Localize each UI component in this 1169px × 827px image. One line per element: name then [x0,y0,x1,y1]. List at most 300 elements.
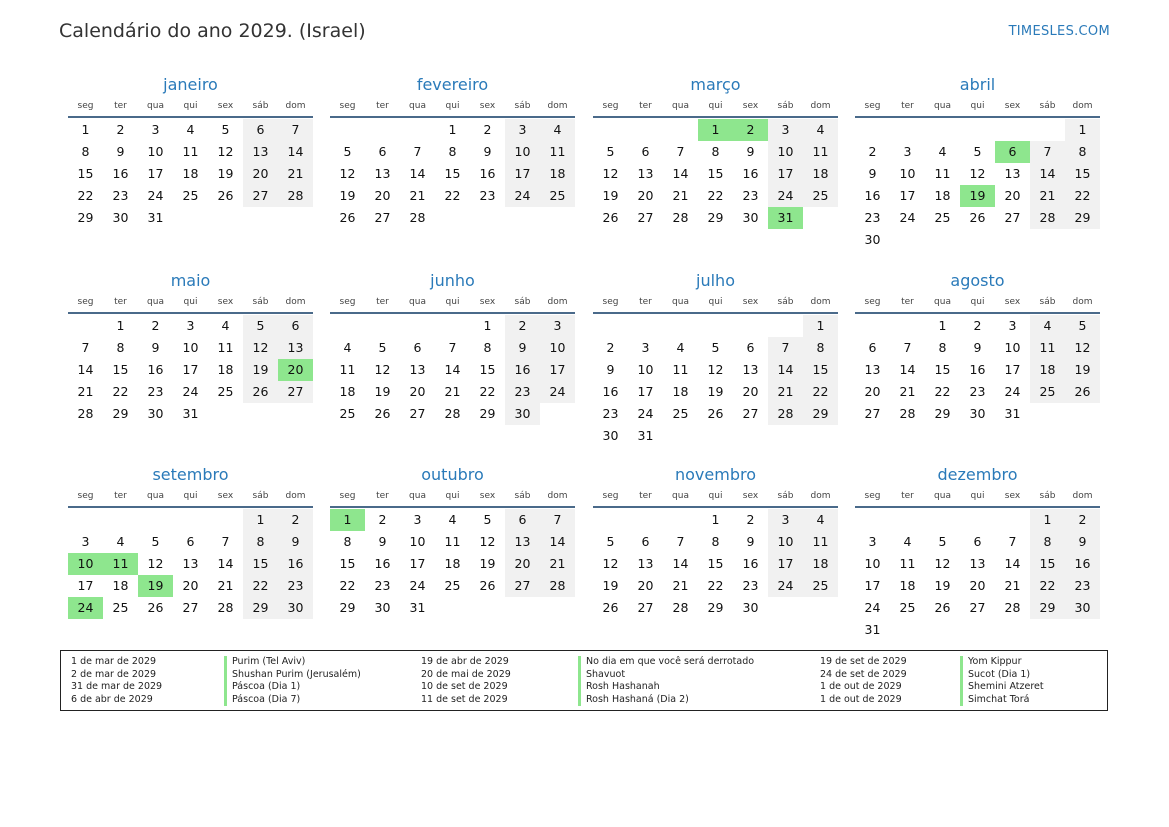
weekday-label: sáb [252,297,269,307]
empty-day-cell [628,315,663,337]
day-cell: 5 [151,534,160,549]
weekday-label: sáb [777,297,794,307]
empty-day-cell [593,509,628,531]
day-cell: 14 [217,556,234,571]
weekday-label: qua [409,297,426,307]
day-cell: 13 [1004,166,1021,181]
day-cell: 10 [899,166,916,181]
day-cell: 18 [339,384,356,399]
month-block [593,461,838,619]
empty-day-cell [628,509,663,531]
day-cell: 14 [278,141,313,163]
empty-day-cell [960,509,995,531]
weekday-header [593,99,838,118]
day-cell: 30 [969,406,986,421]
day-cell: 18 [217,362,234,377]
day-cell: 16 [602,384,619,399]
weekday-header [593,489,838,508]
day-cell: 19 [602,188,619,203]
weekday-label: qui [183,491,198,501]
day-cell: 14 [768,359,803,381]
holiday-day-cell: 11 [103,553,138,575]
day-cell: 13 [505,531,540,553]
day-cell: 21 [768,381,803,403]
weekday-label: ter [901,297,914,307]
day-cell: 17 [505,163,540,185]
day-cell: 20 [637,188,654,203]
day-cell: 25 [672,406,689,421]
day-cell: 19 [479,556,496,571]
holiday-day-cell: 24 [68,597,103,619]
empty-day-cell [68,509,103,531]
day-cell: 30 [374,600,391,615]
day-cell: 13 [969,556,986,571]
day-cell: 3 [186,318,195,333]
day-cell: 4 [938,144,947,159]
weekday-label: dom [810,491,831,501]
day-cell: 5 [606,144,615,159]
day-cell: 8 [711,144,720,159]
empty-day-cell [365,315,400,337]
weekday-header [855,489,1100,508]
day-cell: 16 [479,166,496,181]
brand-logo[interactable]: TIMESLES.COM [1008,24,1110,39]
day-cell: 20 [182,578,199,593]
holiday-day-cell: 31 [768,207,803,229]
day-cell: 17 [540,359,575,381]
month-name: agosto [950,271,1005,290]
day-cell: 3 [151,122,160,137]
day-cell: 22 [77,188,94,203]
day-cell: 24 [768,185,803,207]
empty-day-cell [400,119,435,141]
day-cell: 27 [182,600,199,615]
day-cell: 19 [602,578,619,593]
day-cell: 26 [602,600,619,615]
empty-day-cell [995,509,1030,531]
day-cell: 5 [711,340,720,355]
day-cell: 23 [505,381,540,403]
legend-holiday-name: Sucot (Dia 1) [968,668,1031,680]
day-cell: 16 [374,556,391,571]
weekday-label: seg [339,297,356,307]
day-cell: 17 [409,556,426,571]
weekday-label: seg [339,491,356,501]
weekday-label: qua [409,101,426,111]
day-cell: 20 [637,578,654,593]
day-cell: 20 [864,384,881,399]
month-name: março [690,75,741,94]
month-name: julho [696,271,735,290]
weekday-label: sáb [1039,297,1056,307]
weekday-header [68,489,313,508]
day-cell: 20 [505,553,540,575]
day-cell: 12 [602,166,619,181]
days-grid [330,119,575,229]
day-cell: 8 [711,534,720,549]
holiday-day-cell: 19 [960,185,995,207]
weekday-label: seg [77,101,94,111]
day-cell: 20 [742,384,759,399]
day-cell: 5 [973,144,982,159]
legend-date: 31 de mar de 2029 [71,681,163,693]
month-name: fevereiro [416,75,489,94]
day-cell: 18 [112,578,129,593]
day-cell: 15 [803,359,838,381]
day-cell: 9 [746,534,755,549]
day-cell: 9 [378,534,387,549]
day-cell: 9 [868,166,877,181]
day-cell: 21 [217,578,234,593]
day-cell: 20 [409,384,426,399]
empty-day-cell [103,509,138,531]
weekday-label: sex [217,297,234,307]
weekday-label: ter [901,101,914,111]
day-cell: 2 [973,318,982,333]
day-cell: 25 [217,384,234,399]
day-cell: 8 [1065,141,1100,163]
day-cell: 19 [374,384,391,399]
day-cell: 10 [768,141,803,163]
day-cell: 19 [339,188,356,203]
empty-day-cell [890,315,925,337]
legend-holiday-name: Páscoa (Dia 1) [232,681,301,693]
weekday-label: dom [285,491,306,501]
empty-day-cell [855,119,890,141]
weekday-label: qua [147,297,164,307]
day-cell: 31 [409,600,426,615]
day-cell: 11 [899,556,916,571]
day-cell: 5 [343,144,352,159]
day-cell: 30 [864,232,881,247]
day-cell: 3 [413,512,422,527]
day-cell: 7 [448,340,457,355]
day-cell: 5 [1065,315,1100,337]
day-cell: 3 [505,119,540,141]
day-cell: 9 [505,337,540,359]
day-cell: 17 [182,362,199,377]
legend-date: 19 de set de 2029 [820,656,907,667]
day-cell: 1 [81,122,90,137]
day-cell: 15 [479,362,496,377]
day-cell: 21 [540,553,575,575]
day-cell: 24 [768,575,803,597]
empty-day-cell [663,315,698,337]
day-cell: 6 [186,534,195,549]
day-cell: 15 [1030,553,1065,575]
empty-day-cell [768,315,803,337]
day-cell: 24 [505,185,540,207]
day-cell: 29 [1030,597,1065,619]
page-title: Calendário do ano 2029. (Israel) [59,20,366,42]
weekday-label: seg [864,297,881,307]
day-cell: 5 [221,122,230,137]
day-cell: 15 [243,553,278,575]
weekday-label: ter [376,491,389,501]
weekday-label: sex [479,101,496,111]
day-cell: 17 [77,578,94,593]
legend-names-col-2 [578,656,754,706]
weekday-label: sáb [777,491,794,501]
day-cell: 26 [147,600,164,615]
day-cell: 23 [374,578,391,593]
empty-day-cell [995,119,1030,141]
day-cell: 17 [637,384,654,399]
legend-dates-col-2 [421,656,511,706]
day-cell: 24 [540,381,575,403]
day-cell: 12 [479,534,496,549]
day-cell: 11 [339,362,356,377]
day-cell: 12 [147,556,164,571]
day-cell: 15 [112,362,129,377]
day-cell: 2 [278,509,313,531]
legend-date: 1 de out de 2029 [820,693,902,705]
day-cell: 21 [409,188,426,203]
empty-day-cell [855,509,890,531]
day-cell: 7 [81,340,90,355]
day-cell: 19 [217,166,234,181]
weekday-label: qua [934,491,951,501]
day-cell: 9 [606,362,615,377]
day-cell: 6 [973,534,982,549]
empty-day-cell [400,315,435,337]
day-cell: 31 [637,428,654,443]
days-grid [68,509,313,619]
day-cell: 22 [1030,575,1065,597]
day-cell: 4 [1030,315,1065,337]
day-cell: 21 [77,384,94,399]
day-cell: 25 [339,406,356,421]
day-cell: 10 [637,362,654,377]
day-cell: 20 [969,578,986,593]
weekday-label: sex [742,491,759,501]
day-cell: 9 [973,340,982,355]
weekday-label: qua [672,101,689,111]
day-cell: 23 [479,188,496,203]
day-cell: 7 [768,337,803,359]
day-cell: 13 [409,362,426,377]
weekday-label: dom [1072,297,1093,307]
month-name: janeiro [163,75,218,94]
day-cell: 1 [483,318,492,333]
day-cell: 7 [1030,141,1065,163]
days-grid [68,119,313,229]
empty-day-cell [663,509,698,531]
day-cell: 10 [409,534,426,549]
month-block [330,267,575,425]
day-cell: 25 [540,185,575,207]
day-cell: 9 [278,531,313,553]
day-cell: 23 [742,578,759,593]
day-cell: 21 [672,188,689,203]
day-cell: 24 [1004,384,1021,399]
day-cell: 27 [409,406,426,421]
day-cell: 18 [444,556,461,571]
empty-day-cell [330,119,365,141]
day-cell: 18 [803,553,838,575]
day-cell: 17 [768,553,803,575]
weekday-label: qua [147,101,164,111]
day-cell: 24 [637,406,654,421]
weekday-label: qua [672,297,689,307]
day-cell: 22 [707,578,724,593]
legend-date: 20 de mai de 2029 [421,668,511,680]
day-cell: 21 [278,163,313,185]
day-cell: 9 [1065,531,1100,553]
weekday-label: sáb [514,491,531,501]
empty-day-cell [925,119,960,141]
weekday-label: qui [708,297,723,307]
day-cell: 10 [768,531,803,553]
holiday-day-cell: 19 [138,575,173,597]
month-name: dezembro [937,465,1018,484]
day-cell: 23 [278,575,313,597]
empty-day-cell [68,315,103,337]
day-cell: 7 [413,144,422,159]
weekday-label: seg [602,297,619,307]
weekday-label: dom [1072,101,1093,111]
day-cell: 21 [899,384,916,399]
weekday-label: sáb [252,491,269,501]
weekday-label: dom [547,297,568,307]
day-cell: 11 [217,340,234,355]
empty-day-cell [1030,119,1065,141]
day-cell: 12 [374,362,391,377]
day-cell: 28 [768,403,803,425]
day-cell: 12 [217,144,234,159]
day-cell: 22 [444,188,461,203]
day-cell: 6 [868,340,877,355]
day-cell: 2 [606,340,615,355]
day-cell: 2 [116,122,125,137]
day-cell: 21 [672,578,689,593]
weekday-label: qua [147,491,164,501]
weekday-label: qui [970,297,985,307]
month-block [68,461,313,619]
holiday-day-cell: 20 [278,359,313,381]
weekday-label: ter [639,101,652,111]
day-cell: 16 [1065,553,1100,575]
empty-day-cell [628,119,663,141]
day-cell: 26 [339,210,356,225]
day-cell: 22 [707,188,724,203]
day-cell: 12 [1065,337,1100,359]
legend-holiday-name: Rosh Hashaná (Dia 2) [586,693,689,705]
day-cell: 4 [221,318,230,333]
day-cell: 17 [768,163,803,185]
day-cell: 5 [938,534,947,549]
day-cell: 15 [707,556,724,571]
empty-day-cell [663,119,698,141]
day-cell: 14 [899,362,916,377]
weekday-label: sex [217,491,234,501]
weekday-label: sáb [1039,491,1056,501]
day-cell: 4 [186,122,195,137]
day-cell: 8 [81,144,90,159]
legend-names-col-3 [960,656,1044,706]
day-cell: 28 [1030,207,1065,229]
day-cell: 12 [934,556,951,571]
day-cell: 13 [182,556,199,571]
legend-holiday-name: Purim (Tel Aviv) [232,656,306,667]
day-cell: 14 [672,166,689,181]
day-cell: 9 [151,340,160,355]
empty-day-cell [890,119,925,141]
weekday-label: sex [742,297,759,307]
day-cell: 4 [343,340,352,355]
month-name: junho [430,271,475,290]
day-cell: 18 [899,578,916,593]
day-cell: 2 [868,144,877,159]
day-cell: 21 [1004,578,1021,593]
day-cell: 30 [742,210,759,225]
weekday-label: dom [810,101,831,111]
holiday-day-cell: 1 [330,509,365,531]
day-cell: 3 [768,119,803,141]
day-cell: 25 [444,578,461,593]
day-cell: 6 [505,509,540,531]
day-cell: 14 [409,166,426,181]
day-cell: 4 [116,534,125,549]
day-cell: 22 [243,575,278,597]
day-cell: 30 [505,403,540,425]
day-cell: 9 [746,144,755,159]
weekday-label: dom [547,101,568,111]
day-cell: 6 [243,119,278,141]
day-cell: 19 [934,578,951,593]
day-cell: 22 [339,578,356,593]
days-grid [855,119,1100,251]
day-cell: 15 [339,556,356,571]
weekday-label: seg [864,491,881,501]
empty-day-cell [330,315,365,337]
month-name: maio [170,271,211,290]
day-cell: 22 [934,384,951,399]
day-cell: 1 [1065,119,1100,141]
day-cell: 3 [768,509,803,531]
day-cell: 2 [505,315,540,337]
day-cell: 14 [672,556,689,571]
day-cell: 29 [479,406,496,421]
weekday-header [68,295,313,314]
day-cell: 8 [1030,531,1065,553]
day-cell: 14 [1004,556,1021,571]
day-cell: 5 [243,315,278,337]
day-cell: 23 [742,188,759,203]
day-cell: 3 [903,144,912,159]
weekday-header [593,295,838,314]
day-cell: 20 [1004,188,1021,203]
day-cell: 8 [803,337,838,359]
day-cell: 10 [540,337,575,359]
weekday-label: sáb [252,101,269,111]
day-cell: 1 [938,318,947,333]
day-cell: 5 [378,340,387,355]
weekday-label: seg [602,101,619,111]
holiday-day-cell: 1 [698,119,733,141]
day-cell: 29 [934,406,951,421]
day-cell: 23 [112,188,129,203]
day-cell: 7 [540,509,575,531]
day-cell: 24 [147,188,164,203]
day-cell: 29 [1065,207,1100,229]
day-cell: 11 [540,141,575,163]
weekday-header [330,489,575,508]
day-cell: 10 [864,556,881,571]
day-cell: 26 [707,406,724,421]
day-cell: 30 [602,428,619,443]
day-cell: 29 [707,210,724,225]
